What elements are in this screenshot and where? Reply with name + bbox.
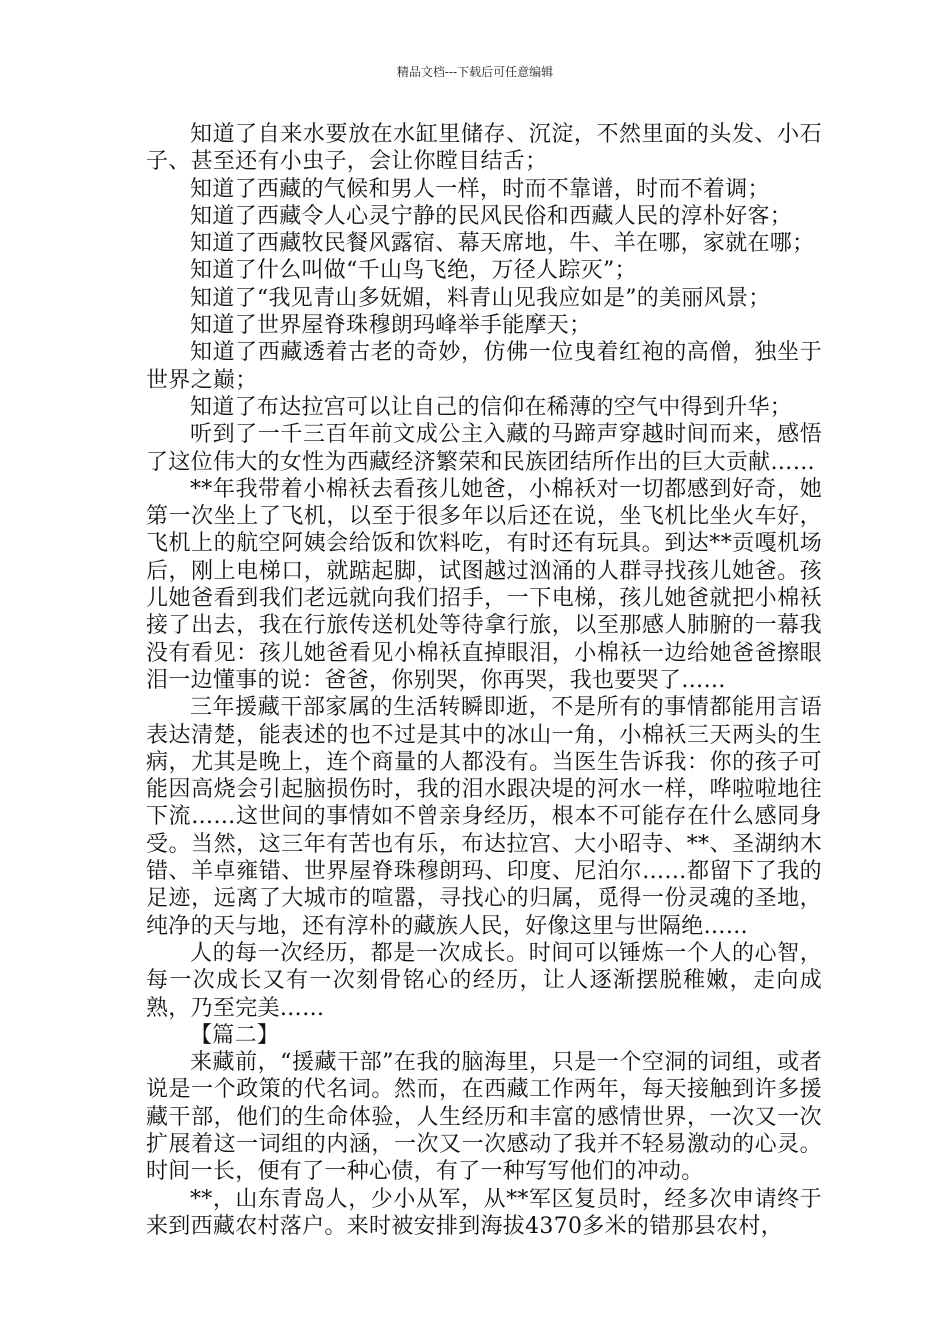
paragraph: 知道了自来水要放在水缸里储存、沉淀，不然里面的头发、小石子、甚至还有小虫子，会让你瞠目结舌； bbox=[146, 122, 822, 175]
paragraph: 知道了西藏透着古老的奇妙，仿佛一位曳着红袍的高僧，独坐于世界之巅； bbox=[146, 340, 822, 393]
paragraph: **年我带着小棉袄去看孩儿她爸，小棉袄对一切都感到好奇，她第一次坐上了飞机，以至于很多年以后还在说，坐飞机比坐火车好，飞机上的航空阿姨会给饭和饮料吃，有时还有玩具。到达**贡嘎机场后，刚上电梯口，就踮起脚，试图越过汹涌的人群寻找孩儿她爸。孩儿她爸看到我们老远就向我们招手，一下电梯，孩儿她爸就把小棉袄接了出去，我在行旅传送机处等待拿行旅，以至那感人肺腑的一幕我没有看见：孩儿她爸看见小棉袄直掉眼泪，小棉袄一边给她爸爸擦眼泪一边懂事的说：爸爸，你别哭，你再哭，我也要哭了…… bbox=[146, 476, 822, 693]
paragraph: 知道了世界屋脊珠穆朗玛峰举手能摩天； bbox=[190, 313, 592, 339]
paragraph: 知道了“我见青山多妩媚，料青山见我应如是”的美丽风景； bbox=[190, 285, 771, 311]
paragraph: 知道了西藏牧民餐风露宿、幕天席地，牛、羊在哪，家就在哪； bbox=[190, 231, 815, 257]
page-header: 精品文档---下载后可任意编辑 bbox=[396, 65, 554, 79]
paragraph: 人的每一次经历，都是一次成长。时间可以锤炼一个人的心智，每一次成长又有一次刻骨铭心的经历，让人逐渐摆脱稚嫩，走向成熟，乃至完美…… bbox=[146, 940, 822, 1021]
paragraph: 三年援藏干部家属的生活转瞬即逝，不是所有的事情都能用言语表达清楚，能表述的也不过是其中的冰山一角，小棉袄三天两头的生病，尤其是晚上，连个商量的人都没有。当医生告诉我：你的孩子可能因高烧会引起脑损伤时，我的泪水跟决堤的河水一样，哗啦啦地往下流……这世间的事情如不曾亲身经历，根本不可能存在什么感同身受。当然，这三年有苦也有乐，布达拉宫、大小昭寺、**、圣湖纳木错、羊卓雍错、世界屋脊珠穆朗玛、印度、尼泊尔……都留下了我的足迹，远离了大城市的喧嚣，寻找心的归属，觅得一份灵魂的圣地，纯净的天与地，还有淳朴的藏族人民，好像这里与世隔绝…… bbox=[146, 695, 822, 939]
document-body bbox=[146, 121, 822, 1240]
paragraph: 知道了西藏的气候和男人一样，时而不靠谱，时而不着调； bbox=[190, 176, 770, 202]
paragraph: 听到了一千三百年前文成公主入藏的马蹄声穿越时间而来，感悟了这位伟大的女性为西藏经济繁荣和民族团结所作出的巨大贡献…… bbox=[146, 422, 822, 475]
paragraph: 知道了西藏令人心灵宁静的民风民俗和西藏人民的淳朴好客； bbox=[190, 203, 793, 229]
paragraph: **，山东青岛人，少小从军，从**军区复员时，经多次申请终于来到西藏农村落户。来时被安排到海拔4370多米的错那县农村， bbox=[146, 1186, 822, 1239]
paragraph: 知道了什么叫做“千山鸟飞绝，万径人踪灭”； bbox=[190, 258, 637, 284]
paragraph: 知道了布达拉宫可以让自己的信仰在稀薄的空气中得到升华； bbox=[190, 394, 793, 420]
paragraph: 来藏前，“援藏干部”在我的脑海里，只是一个空洞的词组，或者说是一个政策的代名词。然而，在西藏工作两年，每天接触到许多援藏干部，他们的生命体验，人生经历和丰富的感情世界，一次又一次扩展着这一词组的内涵，一次又一次感动了我并不轻易激动的心灵。时间一长，便有了一种心债，有了一种写写他们的冲动。 bbox=[146, 1050, 822, 1185]
section-heading: 【篇二】 bbox=[190, 1022, 280, 1048]
